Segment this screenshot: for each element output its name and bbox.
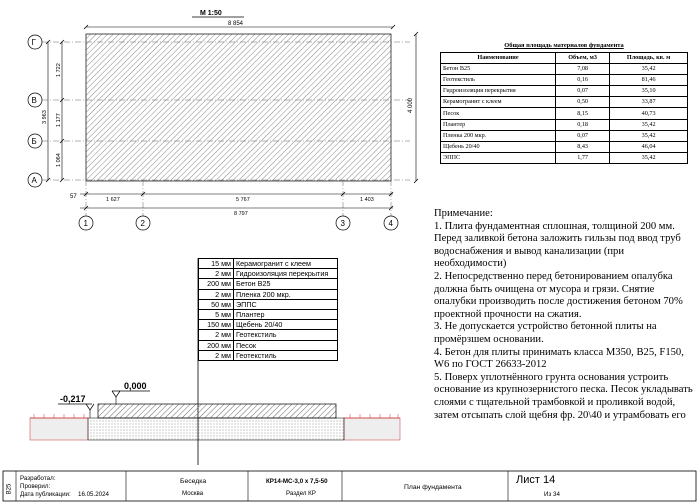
materials-table	[440, 52, 688, 164]
stamp-object: Беседка	[180, 478, 207, 485]
notes-title: Примечание:	[434, 208, 493, 219]
stamp-date: 16.05.2024	[78, 491, 109, 498]
cell-area: 35,42	[610, 119, 688, 130]
layer-thickness: 2 мм	[199, 289, 234, 299]
axis-number: 1	[83, 219, 88, 228]
level-top: 0,000	[124, 381, 147, 391]
table-row	[441, 86, 688, 97]
cell-area: 35,42	[610, 64, 688, 75]
axis-number: 3	[340, 219, 345, 228]
layer-material: Бетон B25	[234, 279, 338, 289]
dim-right: 4 000	[408, 97, 414, 113]
layer-thickness: 2 мм	[199, 330, 234, 340]
cell-volume: 0,07	[556, 86, 610, 97]
cell-volume: 7,08	[556, 64, 610, 75]
dim-bottom-1: 1 627	[106, 197, 120, 203]
cell-name: Керамогранит с клеем	[441, 97, 556, 108]
layer-material: Геотекстиль	[234, 330, 338, 340]
notes	[434, 208, 696, 422]
note-item: 4. Бетон для плиты принимать класса М350, B25, F150, W6 по ГОСТ 26633-2012	[434, 346, 684, 371]
cell-volume: 8,15	[556, 108, 610, 119]
cell-name: Бетон B25	[441, 64, 556, 75]
axis-letter: Г	[31, 38, 36, 47]
materials-title: Общая площадь материалов фундамента	[504, 42, 624, 49]
layer-thickness: 50 мм	[199, 299, 234, 309]
dim-bottom-3: 1 403	[360, 197, 374, 203]
layer-thickness: 2 мм	[199, 350, 234, 360]
cell-name: ЭППС	[441, 152, 556, 163]
cell-volume: 8,43	[556, 141, 610, 152]
axis-number: 2	[140, 219, 145, 228]
note-item: 2. Непосредственно перед бетонированием опалубка должна быть очищена от мусора и грязи. Снятие опалубки производить после достижения бетоном 70% проектной прочности на сжатия.	[434, 270, 683, 320]
dim-left-2: 1 177	[56, 113, 62, 127]
scale-label: М 1:50	[200, 10, 222, 17]
foundation-section	[0, 250, 430, 470]
axis-letter: Б	[31, 137, 37, 146]
layer-material: Щебень 20/40	[234, 320, 338, 330]
table-row	[441, 97, 688, 108]
dim-bottom-total: 8 797	[234, 211, 248, 217]
cell-name: Щебень 20/40	[441, 141, 556, 152]
cell-area: 33,87	[610, 97, 688, 108]
layer-material: Геотекстиль	[234, 350, 338, 360]
axis-letter: В	[31, 96, 37, 105]
dim-left-3: 1 064	[56, 153, 62, 167]
dim-top: 8 854	[228, 21, 244, 27]
layer-material: ЭППС	[234, 299, 338, 309]
cell-volume: 0,18	[556, 119, 610, 130]
stamp-sheet-name: План фундамента	[404, 484, 462, 491]
layer-thickness: 5 мм	[199, 309, 234, 319]
layer-thickness: 150 мм	[199, 320, 234, 330]
layer-material: Плантер	[234, 309, 338, 319]
layer-material: Гидроизоляция перекрытия	[234, 269, 338, 279]
stamp-checked: Проверил:	[20, 483, 51, 490]
foundation-plan	[0, 0, 430, 240]
note-item: 3. Не допускается устройство бетонной плиты на промёрзшем основании.	[434, 321, 657, 345]
cell-area: 40,73	[610, 108, 688, 119]
cell-area: 35,42	[610, 130, 688, 141]
axis-letter: А	[31, 176, 37, 185]
stamp-side: В25	[6, 483, 13, 495]
stamp-city: Москва	[182, 490, 204, 497]
header-name: Наименование	[441, 53, 556, 64]
dim-left-1: 1 722	[56, 63, 62, 77]
axis-letters	[28, 35, 42, 187]
table-row	[441, 152, 688, 163]
note-item: 1. Плита фундаментная сплошная, толщиной 200 мм. Перед заливкой бетона заложить гильзы под ввод труб водоснабжения и вывод канализации (при необходимости)	[434, 220, 681, 270]
title-block	[4, 472, 697, 501]
table-row	[441, 119, 688, 130]
layer-material: Песок	[234, 340, 338, 350]
header-area: Площадь, кв. м	[610, 53, 688, 64]
table-row	[441, 64, 688, 75]
dim-bottom-2: 5 767	[236, 197, 250, 203]
cell-area: 35,42	[610, 152, 688, 163]
stamp-section: Раздел КР	[286, 490, 316, 497]
cell-volume: 0,16	[556, 75, 610, 86]
axis-number: 4	[388, 219, 393, 228]
stamp-sheet: Лист 14	[516, 474, 556, 486]
dim-left-total: 3 963	[42, 110, 48, 124]
foundation-slab	[86, 34, 391, 181]
dim-offset: 57	[70, 194, 77, 200]
stamp-date-label: Дата публикации:	[20, 491, 71, 498]
layer-thickness: 15 мм	[199, 259, 234, 269]
cell-area: 81,46	[610, 75, 688, 86]
note-item: 5. Поверх уплотнённого грунта основания устроить основание из крупнозернистого песка. Песок укладывать слоями с тщательной трамбовкой и проливкой водой, затем отсыпать слой щебня фр. 20\40 и утрамбовать его	[434, 371, 693, 421]
axis-numbers	[79, 216, 398, 230]
header-volume: Объем, м3	[556, 53, 610, 64]
cell-name: Геотекстиль	[441, 75, 556, 86]
table-row	[441, 75, 688, 86]
layer-material: Керамогранит с клеем	[234, 259, 338, 269]
stamp-code: КР14-МС-3,0 х 7,5-50	[266, 478, 328, 485]
layer-thickness: 200 мм	[199, 279, 234, 289]
table-row	[441, 130, 688, 141]
level-ground: -0,217	[60, 394, 86, 404]
layer-thickness: 200 мм	[199, 340, 234, 350]
cell-volume: 1,77	[556, 152, 610, 163]
cell-volume: 0,07	[556, 130, 610, 141]
table-row	[441, 108, 688, 119]
table-row	[441, 141, 688, 152]
cell-area: 46,04	[610, 141, 688, 152]
cell-area: 35,10	[610, 86, 688, 97]
cell-name: Плантер	[441, 119, 556, 130]
cell-name: Песок	[441, 108, 556, 119]
cell-name: Пленка 200 мкр.	[441, 130, 556, 141]
stamp-developed: Разработал:	[20, 475, 56, 482]
layer-thickness: 2 мм	[199, 269, 234, 279]
cell-volume: 0,50	[556, 97, 610, 108]
cell-name: Гидроизоляция перекрытия	[441, 86, 556, 97]
stamp-of: Из 34	[544, 491, 560, 498]
layer-material: Пленка 200 мкр.	[234, 289, 338, 299]
table-header-row	[441, 53, 688, 64]
